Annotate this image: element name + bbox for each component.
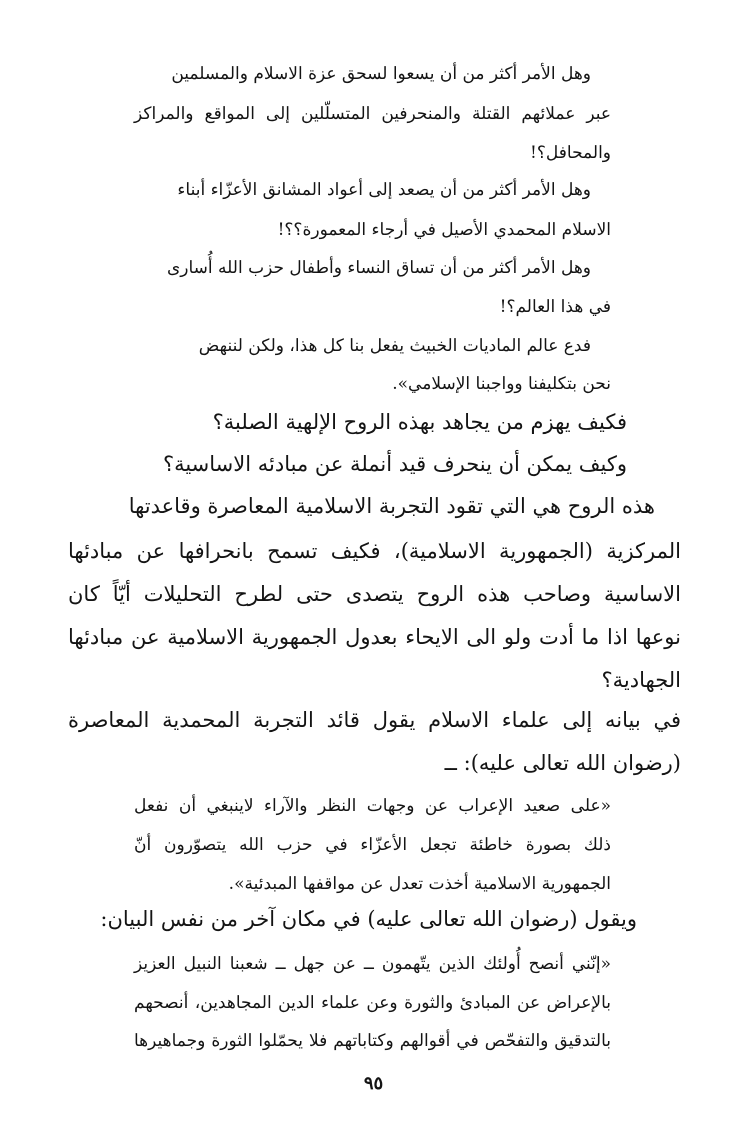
quote3-line-3: بالتدقيق والتفحّص في أقوالهم وكتاباتهم فلا يحمّلوا الثورة وجماهيرها [134, 1031, 611, 1051]
quote-line-1: وهل الأمر أكثر من أن يسعوا لسحق عزة الاسلام والمسلمين [171, 64, 591, 84]
paragraph2-line-2: (رضوان الله تعالى عليه): ــ [444, 751, 681, 775]
quote-line-5: الاسلام المحمدي الأصيل في أرجاء المعمورة؟؟! [277, 220, 611, 240]
quote-line-9: نحن بتكليفنا وواجبنا الإسلامي». [392, 374, 611, 394]
quote-line-7: في هذا العالم؟! [499, 297, 611, 317]
quote3-line-2: بالإعراض عن المبادئ والثورة وعن علماء الدين المجاهدين، أنصحهم [134, 993, 611, 1013]
quote2-line-2: ذلك بصورة خاطئة تجعل الأعزّاء في حزب الله يتصوّرون أنّ [134, 835, 611, 855]
paragraph3-line-1: ويقول (رضوان الله تعالى عليه) في مكان آخر من نفس البيان: [100, 907, 637, 931]
page-number: ٩٥ [363, 1073, 384, 1094]
quote3-line-1: «إنّني أنصح أُولئك الذين يتّهمون ــ عن جهل ــ شعبنا النبيل العزيز [134, 954, 611, 974]
paragraph2-line-1: في بيانه إلى علماء الاسلام يقول قائد التجربة المحمدية المعاصرة [68, 708, 681, 732]
quote-line-3: والمحافل؟! [530, 143, 611, 163]
paragraph-line-5: الجهادية؟ [601, 668, 681, 692]
paragraph-line-3: الاساسية وصاحب هذه الروح يتصدى حتى لطرح التحليلات أيّاً كان [68, 582, 681, 606]
quote2-line-3: الجمهورية الاسلامية أخذت تعدل عن مواقفها المبدئية». [228, 874, 611, 894]
quote-line-6: وهل الأمر أكثر من أن تساق النساء وأطفال حزب الله أُسارى [166, 258, 591, 278]
paragraph-line-4: نوعها اذا ما أدت ولو الى الايحاء بعدول الجمهورية الاسلامية عن مبادئها [68, 625, 681, 649]
quote2-line-1: «على صعيد الإعراب عن وجهات النظر والآراء لاينبغي أن نفعل [134, 796, 611, 816]
question-line-2: وكيف يمكن أن ينحرف قيد أنملة عن مبادئه الاساسية؟ [162, 452, 627, 476]
quote-line-2: عبر عملائهم القتلة والمنحرفين المتسلّلين إلى المواقع والمراكز [134, 104, 611, 124]
paragraph-line-2: المركزية (الجمهورية الاسلامية)، فكيف تسمح بانحرافها عن مبادئها [68, 539, 681, 563]
question-line-1: فكيف يهزم من يجاهد بهذه الروح الإلهية الصلبة؟ [212, 410, 627, 434]
quote-line-4: وهل الأمر أكثر من أن يصعد إلى أعواد المشانق الأعزّاء أبناء [177, 180, 591, 200]
paragraph-line-1: هذه الروح هي التي تقود التجربة الاسلامية المعاصرة وقاعدتها [128, 494, 655, 518]
quote-line-8: فدع عالم الماديات الخبيث يفعل بنا كل هذا، ولكن لننهض [198, 336, 591, 356]
